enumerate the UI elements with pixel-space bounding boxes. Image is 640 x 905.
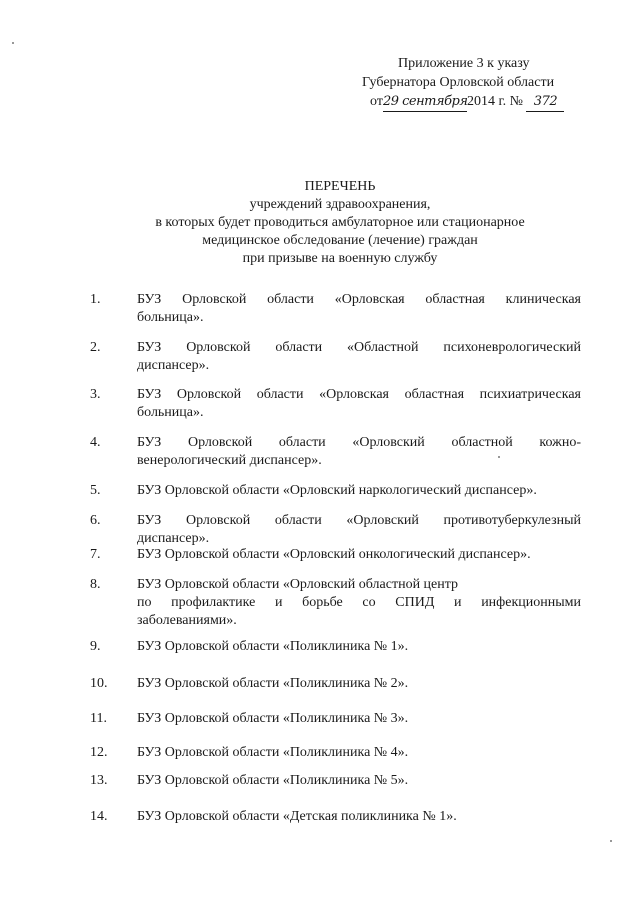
item-text-line: БУЗ Орловской области «Орловская областная психиатрическая <box>137 387 581 402</box>
item-number: 12. <box>90 745 108 760</box>
title-heading: ПЕРЕЧЕНЬ <box>304 179 376 194</box>
scan-speck <box>498 456 500 458</box>
appendix-line: Приложение 3 к указу <box>398 56 530 71</box>
item-text-line: БУЗ Орловской области «Поликлиника № 5». <box>137 773 409 788</box>
item-text-line: БУЗ Орловской области «Орловская областная клиническая <box>137 292 581 307</box>
item-text-line: по профилактике и борьбе со СПИД и инфекционными <box>137 595 581 610</box>
item-number: 3. <box>90 387 101 402</box>
item-number: 7. <box>90 547 101 562</box>
item-text <box>137 512 581 548</box>
item-text-line: БУЗ Орловской области «Поликлиника № 2». <box>137 676 409 691</box>
item-text-line: БУЗ Орловской области «Поликлиника № 3». <box>137 711 409 726</box>
item-number: 9. <box>90 639 101 654</box>
item-number: 6. <box>90 513 101 528</box>
item-text <box>137 386 581 422</box>
title-line: учреждений здравоохранения, <box>249 197 431 212</box>
item-text <box>137 808 581 826</box>
item-text <box>137 576 581 630</box>
item-number: 2. <box>90 340 101 355</box>
item-text-line: БУЗ Орловской области «Орловский противотуберкулезный <box>137 513 581 528</box>
item-text-line: БУЗ Орловской области «Орловский областной кожно- <box>137 435 581 450</box>
scan-speck <box>610 840 612 842</box>
item-text <box>137 638 581 656</box>
item-text <box>137 339 581 375</box>
item-number: 11. <box>90 711 107 726</box>
decree-date-line <box>360 92 600 112</box>
appendix-header <box>360 54 600 112</box>
item-text-line: венерологический диспансер». <box>137 453 322 468</box>
item-text <box>137 546 581 564</box>
item-text-line: БУЗ Орловской области «Поликлиника № 1». <box>137 639 409 654</box>
document-title <box>90 178 590 268</box>
title-line: медицинское обследование (лечение) граждан <box>202 233 478 248</box>
handwritten-number: 372 <box>526 92 564 112</box>
item-text-line: больница». <box>137 405 204 420</box>
item-text <box>137 482 581 500</box>
item-text-line: БУЗ Орловской области «Орловский наркологический диспансер». <box>137 483 537 498</box>
title-line: при призыве на военную службу <box>242 251 438 266</box>
item-text <box>137 291 581 327</box>
handwritten-date: 29 сентября <box>383 92 467 112</box>
item-number: 10. <box>90 676 108 691</box>
item-text <box>137 675 581 693</box>
item-text <box>137 744 581 762</box>
item-text-line: диспансер». <box>137 358 210 373</box>
item-text-line: БУЗ Орловской области «Детская поликлиника № 1». <box>137 809 457 824</box>
item-text <box>137 710 581 728</box>
from-prefix: от <box>370 94 383 109</box>
scan-speck <box>12 42 14 44</box>
item-text-line: диспансер». <box>137 531 210 546</box>
item-text <box>137 772 581 790</box>
item-number: 13. <box>90 773 108 788</box>
governor-line: Губернатора Орловской области <box>362 75 555 90</box>
item-text-line: БУЗ Орловской области «Орловский онкологический диспансер». <box>137 547 531 562</box>
item-number: 1. <box>90 292 101 307</box>
item-text-line: БУЗ Орловской области «Поликлиника № 4». <box>137 745 409 760</box>
item-text <box>137 434 581 470</box>
item-number: 8. <box>90 577 101 592</box>
item-text-line: БУЗ Орловской области «Областной психоневрологический <box>137 340 581 355</box>
year-text: 2014 г. № <box>466 94 523 109</box>
item-number: 4. <box>90 435 101 450</box>
item-text-line: заболеваниями». <box>137 613 237 628</box>
item-number: 5. <box>90 483 101 498</box>
title-line: в которых будет проводиться амбулаторное или стационарное <box>155 215 525 230</box>
item-text-line: БУЗ Орловской области «Орловский областной центр <box>137 577 459 592</box>
item-text-line: больница». <box>137 310 204 325</box>
item-number: 14. <box>90 809 108 824</box>
